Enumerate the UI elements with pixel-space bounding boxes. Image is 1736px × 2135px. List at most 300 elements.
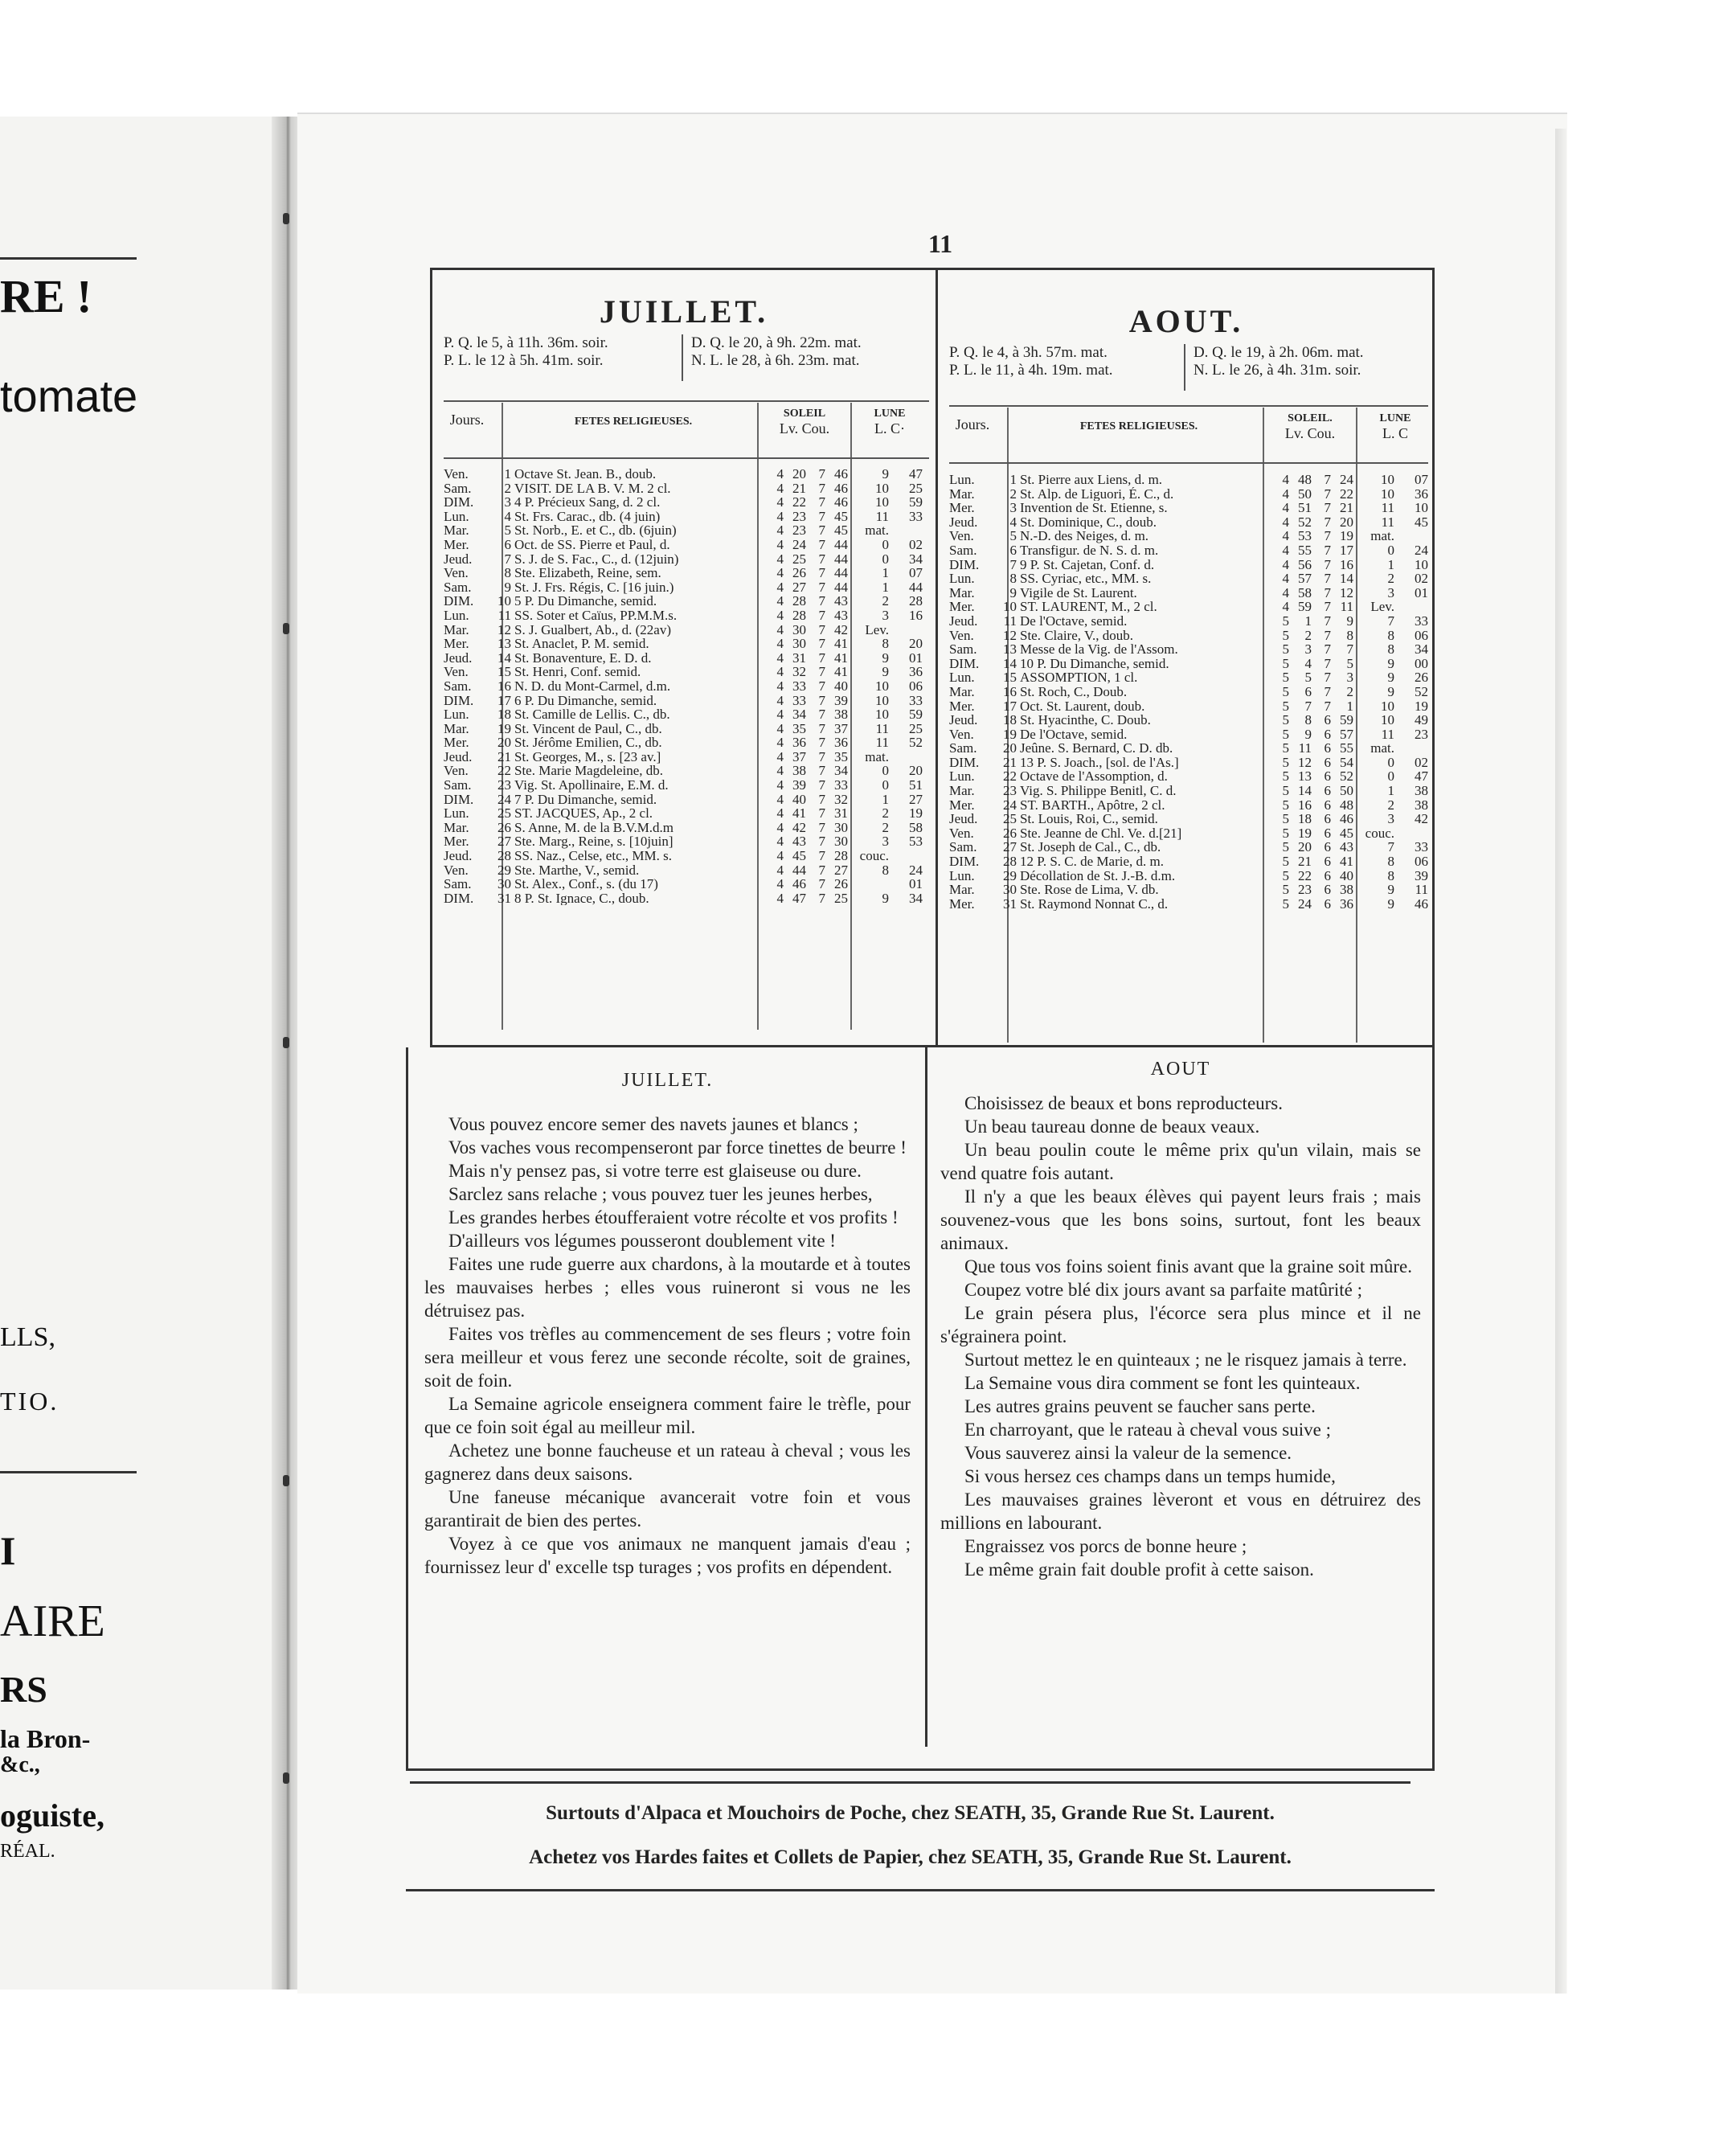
sunset-minute: 59 [1340,713,1353,727]
sunrise-minute: 21 [792,481,806,496]
calendar-row [949,657,1430,671]
day-name: Jeud. [949,713,978,727]
sunset-minute: 38 [834,707,848,722]
sunset-hour: 7 [818,891,825,906]
sunset-hour: 7 [818,580,825,595]
day-number: 16 [1003,684,1017,699]
day-number: 26 [1003,826,1017,841]
sunrise-minute: 59 [1298,600,1312,614]
moon-minute: 46 [1415,896,1428,912]
sunset-minute: 30 [834,834,848,850]
sunrise-minute: 24 [1298,896,1312,912]
day-number: 7 [1009,557,1017,572]
sunset-minute: 45 [1340,826,1353,841]
sunset-minute: 41 [834,665,848,679]
feast-name: Vigile de St. Laurent. [1020,585,1137,600]
sunrise-minute: 9 [1304,727,1312,742]
sunset-hour: 7 [818,792,825,807]
sunset-minute: 22 [1340,486,1353,502]
sunrise-hour: 4 [1282,514,1289,530]
feast-name: 4 P. Précieux Sang, d. 2 cl. [514,495,661,510]
feast-name: 5 P. Du Dimanche, semid. [514,594,657,609]
sunset-hour: 6 [1324,826,1331,841]
sunset-hour: 6 [1324,883,1331,897]
left-fragment: RS [0,1669,47,1710]
sunrise-hour: 4 [1282,529,1289,543]
sunrise-hour: 4 [776,495,784,510]
day-number: 13 [497,637,511,651]
moon-hour: 0 [882,778,889,793]
sunset-hour: 7 [1324,699,1331,714]
sunrise-minute: 30 [792,622,806,637]
moon-minute: 49 [1415,713,1428,727]
day-number: 29 [1003,868,1017,883]
advice-paragraph: Les grandes herbes étoufferaient votre récolte et vos profits ! [448,1207,899,1227]
calendar-row [444,467,931,482]
moon-minute: 33 [1415,613,1428,629]
sunset-minute: 50 [1340,784,1353,798]
sunset-hour: 7 [1324,572,1331,586]
day-number: 16 [497,678,511,694]
advice-paragraph: Le même grain fait double profit à cette saison. [964,1559,1314,1580]
day-name: Lun. [949,868,975,883]
sunrise-minute: 50 [1298,486,1312,502]
moon-minute: 19 [909,806,923,821]
moon-minute: 07 [909,566,923,580]
moon-hour: 2 [882,820,889,835]
page-number: 11 [927,229,953,258]
month-aout [938,270,1435,1045]
day-number: 8 [1009,572,1017,586]
day-number: 15 [1003,670,1017,685]
left-rule [0,257,137,260]
day-number: 24 [497,792,511,807]
feast-name: Invention de St. Etienne, s. [1020,501,1168,515]
calendar-row [444,722,931,736]
sunrise-minute: 37 [792,749,806,764]
moon-hour: couc. [859,849,889,863]
day-name: Ven. [444,665,469,679]
advice-paragraph: Le grain pésera plus, l'écorce sera plus mince et il ne s'égrainera point. [940,1303,1421,1346]
moon-minute: 10 [1415,501,1428,515]
left-fragment: TIO. [0,1387,59,1416]
sunset-hour: 7 [818,509,825,524]
feast-name: St. Alp. de Liguori, É. C., d. [1020,486,1174,502]
advice-paragraph: D'ailleurs vos légumes pousseront doublement vite ! [448,1231,836,1251]
moon-hour: 10 [1381,699,1394,714]
day-name: Mar. [949,883,975,897]
header-rule [444,457,929,459]
moon-minute: 53 [909,834,923,850]
sunset-hour: 7 [818,834,825,850]
calendar-row [444,891,931,906]
sunrise-minute: 45 [792,849,806,863]
calendar-row [949,614,1430,629]
calendar-row [444,651,931,666]
day-name: Sam. [444,580,472,595]
advice-paragraph: Faites une rude guerre aux chardons, à la moutarde et à toutes les mauvaises herbes ; elles vous ruineront si vous ne les détruisez pas. [424,1254,911,1321]
calendar-row [949,769,1430,784]
sunrise-minute: 4 [1304,656,1312,671]
day-name: Mar. [444,523,469,538]
advice-paragraph: Voyez à ce que vos animaux ne manquent jamais d'eau ; fournissez leur d' excelle tsp turages ; vos profits en dépendent. [424,1534,911,1577]
feast-name: Oct. St. Laurent, doub. [1020,699,1145,714]
day-number: 17 [1003,699,1017,714]
day-number: 4 [1009,514,1017,530]
header-lune: LUNE [1379,412,1411,424]
moon-minute: 02 [909,537,923,552]
sunrise-minute: 22 [1298,868,1312,883]
advice-title: JUILLET. [621,1070,714,1091]
moon-hour: 9 [882,891,889,906]
header-jours: Jours. [955,416,990,432]
moon-hour: 9 [882,467,889,482]
feast-name: De l'Octave, semid. [1020,613,1128,629]
moon-minute: 34 [909,551,923,567]
moon-hour: 10 [1381,473,1394,487]
day-number: 20 [497,736,511,750]
left-fragment: AIRE [0,1596,105,1646]
feast-name: Transfigur. de N. S. d. m. [1020,543,1159,558]
sunset-minute: 44 [834,566,848,580]
day-name: Mer. [949,699,975,714]
feast-name: Ste. Elizabeth, Reine, sem. [514,566,661,580]
calendar-row [949,529,1430,543]
sunrise-hour: 4 [776,509,784,524]
sunrise-hour: 4 [776,637,784,651]
sunrise-minute: 13 [1298,769,1312,785]
sunset-hour: 7 [818,693,825,708]
feast-name: Ste. Marie Magdeleine, db. [514,764,664,779]
day-number: 14 [497,650,511,666]
day-number: 11 [1003,613,1017,629]
moon-hour: 0 [882,537,889,552]
day-number: 8 [504,566,511,580]
day-name: Ven. [444,566,469,580]
sunset-minute: 57 [1340,727,1353,742]
sunrise-minute: 47 [792,891,806,906]
moon-minute: 51 [909,778,923,793]
calendar-row [444,750,931,764]
sunrise-minute: 12 [1298,755,1312,770]
feast-name: Octave St. Jean. B., doub. [514,467,657,482]
sunset-minute: 26 [834,877,848,891]
left-fragment: LLS, [0,1322,55,1352]
feast-name: St. Georges, M., s. [23 av.] [514,749,661,764]
feast-name: St. Alex., Conf., s. (du 17) [514,877,658,891]
moon-minute: 02 [1415,755,1428,770]
advice-paragraph: Un beau taureau donne de beaux veaux. [964,1117,1260,1137]
day-name: DIM. [444,594,474,609]
sunset-hour: 7 [818,778,825,793]
sunset-minute: 8 [1346,628,1353,643]
feast-name: SS. Naz., Celse, etc., MM. s. [514,849,672,863]
sunset-minute: 31 [834,806,848,821]
advice-paragraph: La Semaine agricole enseignera comment faire le trèfle, pour que ce foin soit égal au meilleur mil. [424,1394,911,1437]
sunset-hour: 6 [1324,713,1331,727]
day-name: Lun. [444,509,469,524]
sunset-minute: 12 [1340,585,1353,600]
feast-name: Messe de la Vig. de l'Assom. [1020,642,1178,657]
moon-hour: 11 [875,721,889,736]
day-name: DIM. [444,495,474,510]
feast-name: Octave de l'Assomption, d. [1020,769,1168,785]
day-number: 30 [497,877,511,891]
feast-name: St. Vincent de Paul, C., db. [514,721,662,736]
moon-hour: 10 [875,678,889,694]
calendar-row [949,727,1430,742]
sunset-minute: 42 [834,622,848,637]
calendar-row [444,806,931,821]
sunrise-hour: 4 [1282,572,1289,586]
feast-name: VISIT. DE LA B. V. M. 2 cl. [514,481,671,496]
feast-name: 7 P. Du Dimanche, semid. [514,792,657,807]
calendar-row [444,764,931,778]
header-lune-sub: L. C [1382,425,1408,441]
advice-paragraph: Un beau poulin coute le même prix qu'un vilain, mais se vend quatre fois autant. [940,1140,1421,1183]
moon-phases [949,344,1428,399]
calendar-row [444,793,931,807]
sunset-hour: 7 [818,820,825,835]
sunset-minute: 35 [834,749,848,764]
left-rule [0,1471,137,1473]
calendar-table [430,268,1435,1047]
feast-name: Ste. Jeanne de Chl. Ve. d.[21] [1020,826,1182,841]
header-soleil: SOLEIL [783,408,826,420]
moon-hour: 1 [882,792,889,807]
sunrise-minute: 44 [792,863,806,878]
day-name: DIM. [444,792,474,807]
day-name: Lun. [949,670,975,685]
sunrise-minute: 7 [1304,699,1312,714]
day-name: Lun. [949,473,975,487]
sunset-minute: 43 [1340,840,1353,855]
advice-body [940,1092,1421,1581]
month-juillet [432,270,936,1045]
moon-minute: 42 [1415,812,1428,826]
calendar-row [444,566,931,580]
day-name: DIM. [444,891,474,906]
moon-phase: P. L. le 11, à 4h. 19m. mat. [949,362,1113,379]
moon-minute: 06 [1415,854,1428,869]
day-number: 3 [504,495,511,510]
sunset-minute: 27 [834,863,848,878]
sunset-hour: 7 [1324,628,1331,643]
moon-hour: 8 [882,637,889,651]
day-number: 24 [1003,797,1017,813]
calendar-row [444,821,931,835]
sunrise-hour: 5 [1282,699,1289,714]
sunset-minute: 40 [1340,868,1353,883]
sunrise-hour: 5 [1282,613,1289,629]
feast-name: St. Anaclet, P. M. semid. [514,637,649,651]
sunrise-hour: 5 [1282,741,1289,756]
moon-hour: 2 [1387,797,1394,813]
calendar-row [444,623,931,637]
calendar-row [949,798,1430,813]
day-number: 26 [497,820,511,835]
sunset-hour: 7 [1324,486,1331,502]
calendar-row [949,543,1430,558]
advice-paragraph: En charroyant, que le rateau à cheval vous suive ; [964,1420,1331,1440]
moon-hour: 11 [875,509,889,524]
moon-minute: 10 [1415,557,1428,572]
feast-name: ST. LAURENT, M., 2 cl. [1020,600,1157,614]
feast-name: Ste. Marg., Reine, s. [10juin] [514,834,674,850]
calendar-row [444,665,931,679]
day-number: 19 [497,721,511,736]
sunrise-hour: 4 [776,665,784,679]
sunrise-hour: 5 [1282,896,1289,912]
header-rule [444,400,929,402]
feast-name: St. Raymond Nonnat C., d. [1020,896,1169,912]
day-name: Lun. [949,572,975,586]
advice-paragraph: Les mauvaises graines lèveront et vous en détruirez des millions en labourant. [940,1490,1421,1533]
sunset-minute: 32 [834,792,848,807]
moon-hour: 7 [1387,613,1394,629]
sunrise-hour: 5 [1282,670,1289,685]
calendar-row [949,756,1430,770]
moon-hour: 9 [1387,896,1394,912]
day-name: Ven. [949,529,974,543]
day-name: Mar. [949,585,975,600]
sunset-hour: 7 [818,749,825,764]
day-number: 25 [1003,812,1017,826]
sunrise-hour: 5 [1282,727,1289,742]
day-number: 2 [504,481,511,496]
calendar-row [949,840,1430,854]
sunrise-minute: 24 [792,537,806,552]
day-number: 31 [497,891,511,906]
moon-minute: 38 [1415,797,1428,813]
moon-minute: 39 [1415,868,1428,883]
sunrise-hour: 4 [776,863,784,878]
feast-name: Décollation de St. J.-B. d.m. [1020,868,1176,883]
moon-hour: 8 [1387,628,1394,643]
moon-hour: 0 [1387,543,1394,558]
moon-minute: 25 [909,481,923,496]
advice-paragraph: Faites vos trèfles au commencement de ses fleurs ; votre foin sera meilleur et vous ferez une seconde récolte, soit de graines, soit de foin. [424,1324,911,1391]
calendar-rows [444,467,931,905]
day-name: Sam. [444,877,472,891]
moon-hour: 1 [882,566,889,580]
feast-name: Ste. Rose de Lima, V. db. [1020,883,1159,897]
moon-hour: 11 [1381,501,1394,515]
day-number: 23 [497,778,511,793]
day-number: 28 [1003,854,1017,869]
calendar-row [444,580,931,595]
sunrise-hour: 4 [776,608,784,623]
day-name: Sam. [444,481,472,496]
sunrise-hour: 4 [1282,600,1289,614]
sunrise-hour: 4 [776,806,784,821]
day-name: DIM. [949,557,980,572]
day-number: 6 [1009,543,1017,558]
sunset-hour: 6 [1324,784,1331,798]
moon-minute: 34 [909,891,923,906]
header-rule [949,462,1428,464]
moon-phase: P. Q. le 4, à 3h. 57m. mat. [949,344,1108,361]
day-number: 22 [1003,769,1017,785]
moon-hour: 3 [882,608,889,623]
moon-hour: 3 [882,834,889,850]
moon-minute: 33 [909,693,923,708]
sunrise-minute: 39 [792,778,806,793]
phase-divider [1184,344,1185,391]
day-number: 5 [1009,529,1017,543]
moon-hour: 3 [1387,585,1394,600]
calendar-row [444,609,931,623]
calendar-row [444,482,931,496]
day-name: Jeud. [444,849,473,863]
day-number: 27 [497,834,511,850]
calendar-row [949,501,1430,515]
sunset-minute: 19 [1340,529,1353,543]
feast-name: Jeûne. S. Bernard, C. D. db. [1020,741,1173,756]
sunset-minute: 30 [834,820,848,835]
footer-rule [406,1889,1435,1891]
moon-minute: 27 [909,792,923,807]
moon-minute: 16 [909,608,923,623]
day-name: DIM. [444,693,474,708]
calendar-row [949,600,1430,614]
calendar-row [949,869,1430,883]
sunset-minute: 38 [1340,883,1353,897]
sunset-hour: 6 [1324,868,1331,883]
sunrise-hour: 5 [1282,868,1289,883]
calendar-row [949,572,1430,586]
sunset-minute: 36 [834,736,848,750]
day-name: Jeud. [444,551,473,567]
sunrise-minute: 3 [1304,642,1312,657]
sunrise-minute: 6 [1304,684,1312,699]
advice-paragraph: Choisissez de beaux et bons reproducteurs. [964,1093,1284,1113]
sunset-hour: 6 [1324,812,1331,826]
sunrise-hour: 5 [1282,883,1289,897]
calendar-row [444,552,931,567]
sunset-hour: 6 [1324,854,1331,869]
day-name: Mer. [444,834,469,850]
feast-name: ASSOMPTION, 1 cl. [1020,670,1138,685]
calendar-row [949,487,1430,502]
moon-hour: couc. [1365,826,1394,841]
feast-name: Oct. de SS. Pierre et Paul, d. [514,537,670,552]
day-name: Ven. [444,467,469,482]
day-name: Mer. [444,736,469,750]
calendar-row [444,538,931,552]
left-fragment: I [0,1528,16,1573]
moon-minute: 59 [909,495,923,510]
day-name: Mar. [949,684,975,699]
day-name: Mer. [444,537,469,552]
sunset-hour: 7 [818,622,825,637]
sunrise-hour: 4 [1282,585,1289,600]
sunrise-hour: 4 [776,849,784,863]
moon-minute: 07 [1415,473,1428,487]
sunrise-minute: 31 [792,650,806,666]
day-number: 5 [504,523,511,538]
moon-hour: 2 [1387,572,1394,586]
advice-paragraph: Il n'y a que les beaux élèves qui payent leurs frais ; mais souvenez-vous que les bons soins, surtout, font les beaux animaux. [940,1186,1421,1253]
sunrise-minute: 23 [792,509,806,524]
sunrise-minute: 23 [1298,883,1312,897]
day-number: 10 [497,594,511,609]
day-name: Jeud. [444,650,473,666]
moon-hour: 0 [1387,769,1394,785]
feast-name: St. Norb., E. et C., db. (6juin) [514,523,677,538]
sunrise-minute: 34 [792,707,806,722]
moon-minute: 23 [1415,727,1428,742]
